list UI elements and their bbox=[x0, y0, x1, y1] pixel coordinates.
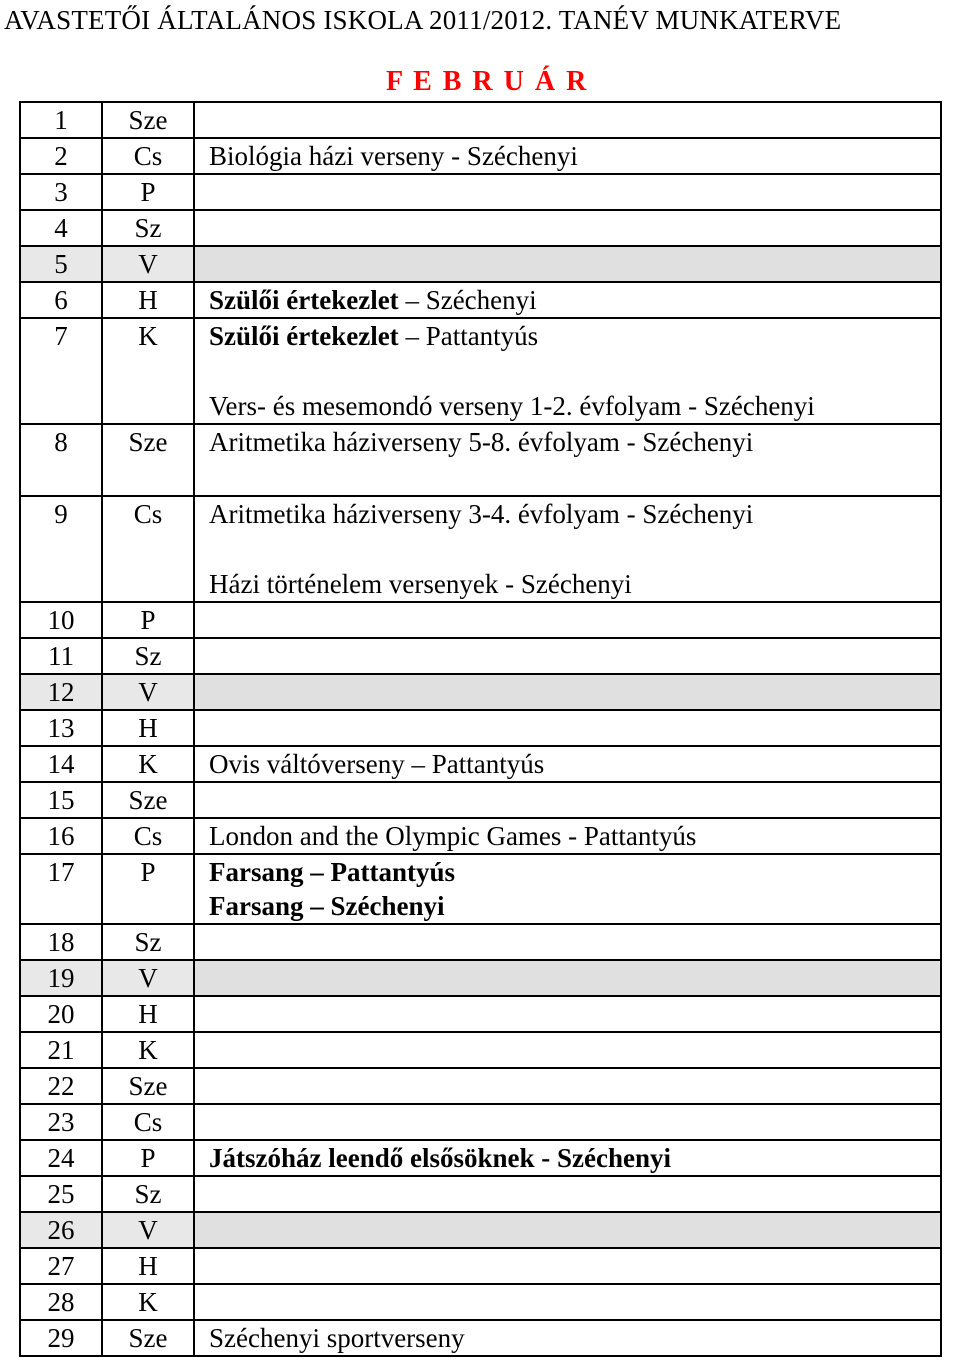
weekday-text: P bbox=[140, 1143, 156, 1173]
calendar-row bbox=[20, 602, 941, 638]
page-header: AVASTETŐI ÁLTALÁNOS ISKOLA 2011/2012. TANÉV MUNKATERVE bbox=[4, 5, 842, 35]
day-number-text: 24 bbox=[47, 1143, 75, 1173]
day-number-text: 2 bbox=[54, 141, 68, 171]
event-cell bbox=[194, 424, 941, 496]
day-number-text: 9 bbox=[54, 499, 68, 529]
event-text: Házi történelem versenyek - Széchenyi bbox=[209, 569, 632, 599]
day-number-text: 15 bbox=[47, 785, 75, 815]
weekday bbox=[102, 1176, 194, 1212]
weekday bbox=[102, 1212, 194, 1248]
event-text: Szülői értekezlet – Pattantyús bbox=[209, 321, 539, 351]
day-number-text: 27 bbox=[47, 1251, 75, 1281]
weekday bbox=[102, 674, 194, 710]
event-text bbox=[209, 855, 940, 889]
event-cell bbox=[194, 246, 941, 282]
weekday bbox=[102, 174, 194, 210]
weekday bbox=[102, 602, 194, 638]
weekday bbox=[102, 638, 194, 674]
day-number-text: 25 bbox=[47, 1179, 75, 1209]
weekday bbox=[102, 782, 194, 818]
calendar-row bbox=[20, 674, 941, 710]
event-cell bbox=[194, 102, 941, 138]
weekday-text: Sze bbox=[128, 105, 168, 135]
event-cell bbox=[194, 854, 941, 924]
day-number-text: 28 bbox=[47, 1287, 75, 1317]
weekday bbox=[102, 210, 194, 246]
weekday bbox=[102, 1248, 194, 1284]
event-text: London and the Olympic Games - Pattantyús bbox=[209, 821, 697, 851]
day-number-text: 13 bbox=[47, 713, 75, 743]
calendar-row bbox=[20, 318, 941, 424]
weekday bbox=[102, 496, 194, 602]
calendar-row bbox=[20, 996, 941, 1032]
event-cell bbox=[194, 1284, 941, 1320]
calendar-row bbox=[20, 782, 941, 818]
day-number-text: 18 bbox=[47, 927, 75, 957]
weekday-text: Cs bbox=[133, 1107, 163, 1137]
day-number bbox=[20, 1068, 102, 1104]
day-number-text: 3 bbox=[54, 177, 68, 207]
weekday-text: P bbox=[140, 857, 156, 887]
event-text bbox=[209, 1141, 940, 1175]
weekday bbox=[102, 138, 194, 174]
calendar-row bbox=[20, 174, 941, 210]
event-bold-text: Szülői értekezlet bbox=[209, 285, 399, 315]
weekday bbox=[102, 102, 194, 138]
calendar-row bbox=[20, 246, 941, 282]
event-cell bbox=[194, 1176, 941, 1212]
event-cell bbox=[194, 138, 941, 174]
day-number bbox=[20, 924, 102, 960]
event-cell bbox=[194, 1032, 941, 1068]
day-number bbox=[20, 602, 102, 638]
calendar-row bbox=[20, 924, 941, 960]
day-number bbox=[20, 424, 102, 496]
calendar-row bbox=[20, 746, 941, 782]
day-number bbox=[20, 1284, 102, 1320]
weekday-text: V bbox=[138, 963, 158, 993]
event-cell bbox=[194, 1104, 941, 1140]
event-cell bbox=[194, 318, 941, 424]
day-number-text: 22 bbox=[47, 1071, 75, 1101]
weekday-text: Cs bbox=[133, 499, 163, 529]
event-cell bbox=[194, 496, 941, 602]
day-number-text: 10 bbox=[47, 605, 75, 635]
weekday bbox=[102, 1068, 194, 1104]
weekday-text: Sz bbox=[134, 213, 162, 243]
day-number bbox=[20, 818, 102, 854]
weekday-text: H bbox=[138, 1251, 158, 1281]
day-number bbox=[20, 496, 102, 602]
weekday-text: K bbox=[138, 1035, 158, 1065]
event-bold-text: Játszóház leendő elsősöknek - Széchenyi bbox=[209, 1143, 671, 1173]
weekday-text: Sz bbox=[134, 1179, 162, 1209]
weekday-text: V bbox=[138, 1215, 158, 1245]
day-number bbox=[20, 746, 102, 782]
day-number-text: 26 bbox=[47, 1215, 75, 1245]
event-cell bbox=[194, 746, 941, 782]
day-number bbox=[20, 1140, 102, 1176]
event-cell bbox=[194, 996, 941, 1032]
event-text: Szülői értekezlet – Széchenyi bbox=[209, 285, 537, 315]
calendar-row bbox=[20, 818, 941, 854]
calendar-row bbox=[20, 496, 941, 602]
calendar-row bbox=[20, 1140, 941, 1176]
day-number bbox=[20, 282, 102, 318]
event-gap bbox=[209, 459, 940, 495]
event-text: Aritmetika háziverseny 3-4. évfolyam - Széchenyi bbox=[209, 499, 754, 529]
day-number bbox=[20, 710, 102, 746]
day-number-text: 20 bbox=[47, 999, 75, 1029]
event-text: Biológia házi verseny - Széchenyi bbox=[209, 141, 578, 171]
day-number bbox=[20, 102, 102, 138]
day-number-text: 5 bbox=[54, 249, 68, 279]
event-bold-text: Szülői értekezlet bbox=[209, 321, 399, 351]
event-gap bbox=[209, 353, 940, 389]
day-number bbox=[20, 782, 102, 818]
calendar-row bbox=[20, 1212, 941, 1248]
weekday-text: Cs bbox=[133, 821, 163, 851]
day-number-text: 6 bbox=[54, 285, 68, 315]
event-cell bbox=[194, 960, 941, 996]
weekday-text: Sz bbox=[134, 641, 162, 671]
calendar-row bbox=[20, 210, 941, 246]
weekday-text: Sze bbox=[128, 785, 168, 815]
weekday bbox=[102, 854, 194, 924]
weekday-text: K bbox=[138, 749, 158, 779]
calendar-row bbox=[20, 710, 941, 746]
calendar-row bbox=[20, 1032, 941, 1068]
weekday bbox=[102, 1320, 194, 1356]
event-cell bbox=[194, 818, 941, 854]
weekday bbox=[102, 710, 194, 746]
weekday-text: Cs bbox=[133, 141, 163, 171]
event-cell bbox=[194, 782, 941, 818]
weekday-text: H bbox=[138, 285, 158, 315]
event-text: Ovis váltóverseny – Pattantyús bbox=[209, 749, 545, 779]
calendar-row bbox=[20, 1284, 941, 1320]
calendar-row bbox=[20, 1176, 941, 1212]
weekday bbox=[102, 424, 194, 496]
day-number-text: 21 bbox=[47, 1035, 75, 1065]
day-number-text: 8 bbox=[54, 427, 68, 457]
event-bold-text: Farsang – Széchenyi bbox=[209, 891, 445, 921]
calendar-row bbox=[20, 282, 941, 318]
event-cell bbox=[194, 1320, 941, 1356]
weekday bbox=[102, 1104, 194, 1140]
weekday bbox=[102, 818, 194, 854]
day-number-text: 19 bbox=[47, 963, 75, 993]
weekday bbox=[102, 960, 194, 996]
event-cell bbox=[194, 1248, 941, 1284]
event-cell bbox=[194, 1140, 941, 1176]
weekday bbox=[102, 996, 194, 1032]
calendar-row bbox=[20, 854, 941, 924]
weekday bbox=[102, 746, 194, 782]
day-number-text: 11 bbox=[48, 641, 74, 671]
calendar-row bbox=[20, 138, 941, 174]
event-cell bbox=[194, 210, 941, 246]
day-number-text: 12 bbox=[47, 677, 75, 707]
calendar-row bbox=[20, 1104, 941, 1140]
weekday bbox=[102, 318, 194, 424]
day-number bbox=[20, 174, 102, 210]
weekday bbox=[102, 1032, 194, 1068]
calendar-row bbox=[20, 638, 941, 674]
event-cell bbox=[194, 602, 941, 638]
weekday-text: Sze bbox=[128, 1071, 168, 1101]
event-text: Vers- és mesemondó verseny 1-2. évfolyam - Széchenyi bbox=[209, 391, 815, 421]
day-number bbox=[20, 960, 102, 996]
event-bold-text: Farsang – Pattantyús bbox=[209, 857, 456, 887]
weekday-text: Sze bbox=[128, 1323, 168, 1353]
day-number bbox=[20, 246, 102, 282]
day-number-text: 23 bbox=[47, 1107, 75, 1137]
day-number bbox=[20, 1176, 102, 1212]
weekday bbox=[102, 246, 194, 282]
weekday bbox=[102, 282, 194, 318]
calendar-table bbox=[19, 101, 942, 1357]
day-number bbox=[20, 1212, 102, 1248]
weekday-text: K bbox=[138, 1287, 158, 1317]
day-number bbox=[20, 318, 102, 424]
calendar-row bbox=[20, 1320, 941, 1356]
weekday-text: Sz bbox=[134, 927, 162, 957]
event-cell bbox=[194, 282, 941, 318]
weekday-text: H bbox=[138, 999, 158, 1029]
day-number-text: 4 bbox=[54, 213, 68, 243]
event-cell bbox=[194, 674, 941, 710]
day-number-text: 29 bbox=[47, 1323, 75, 1353]
event-cell bbox=[194, 174, 941, 210]
event-cell bbox=[194, 638, 941, 674]
event-cell bbox=[194, 1068, 941, 1104]
day-number-text: 17 bbox=[47, 857, 75, 887]
event-cell bbox=[194, 924, 941, 960]
day-number-text: 7 bbox=[54, 321, 68, 351]
day-number bbox=[20, 1032, 102, 1068]
weekday-text: H bbox=[138, 713, 158, 743]
weekday-text: Sze bbox=[128, 427, 168, 457]
event-cell bbox=[194, 1212, 941, 1248]
calendar-row bbox=[20, 1068, 941, 1104]
event-text: Aritmetika háziverseny 5-8. évfolyam - Széchenyi bbox=[209, 427, 754, 457]
day-number bbox=[20, 1320, 102, 1356]
day-number-text: 14 bbox=[47, 749, 75, 779]
weekday-text: K bbox=[138, 321, 158, 351]
weekday-text: V bbox=[138, 677, 158, 707]
day-number bbox=[20, 854, 102, 924]
weekday bbox=[102, 1140, 194, 1176]
day-number bbox=[20, 210, 102, 246]
event-text bbox=[209, 889, 940, 923]
day-number bbox=[20, 638, 102, 674]
weekday bbox=[102, 1284, 194, 1320]
event-text: Széchenyi sportverseny bbox=[209, 1323, 465, 1353]
calendar-row bbox=[20, 1248, 941, 1284]
day-number bbox=[20, 674, 102, 710]
day-number bbox=[20, 1248, 102, 1284]
calendar-row bbox=[20, 960, 941, 996]
event-gap bbox=[209, 531, 940, 567]
weekday-text: V bbox=[138, 249, 158, 279]
weekday-text: P bbox=[140, 605, 156, 635]
day-number-text: 1 bbox=[54, 105, 68, 135]
day-number bbox=[20, 996, 102, 1032]
calendar-body bbox=[20, 102, 941, 1356]
calendar-row bbox=[20, 424, 941, 496]
day-number-text: 16 bbox=[47, 821, 75, 851]
calendar-row bbox=[20, 102, 941, 138]
event-cell bbox=[194, 710, 941, 746]
weekday-text: P bbox=[140, 177, 156, 207]
day-number bbox=[20, 138, 102, 174]
month-title-text: F E B R U Á R bbox=[386, 66, 589, 97]
weekday bbox=[102, 924, 194, 960]
day-number bbox=[20, 1104, 102, 1140]
